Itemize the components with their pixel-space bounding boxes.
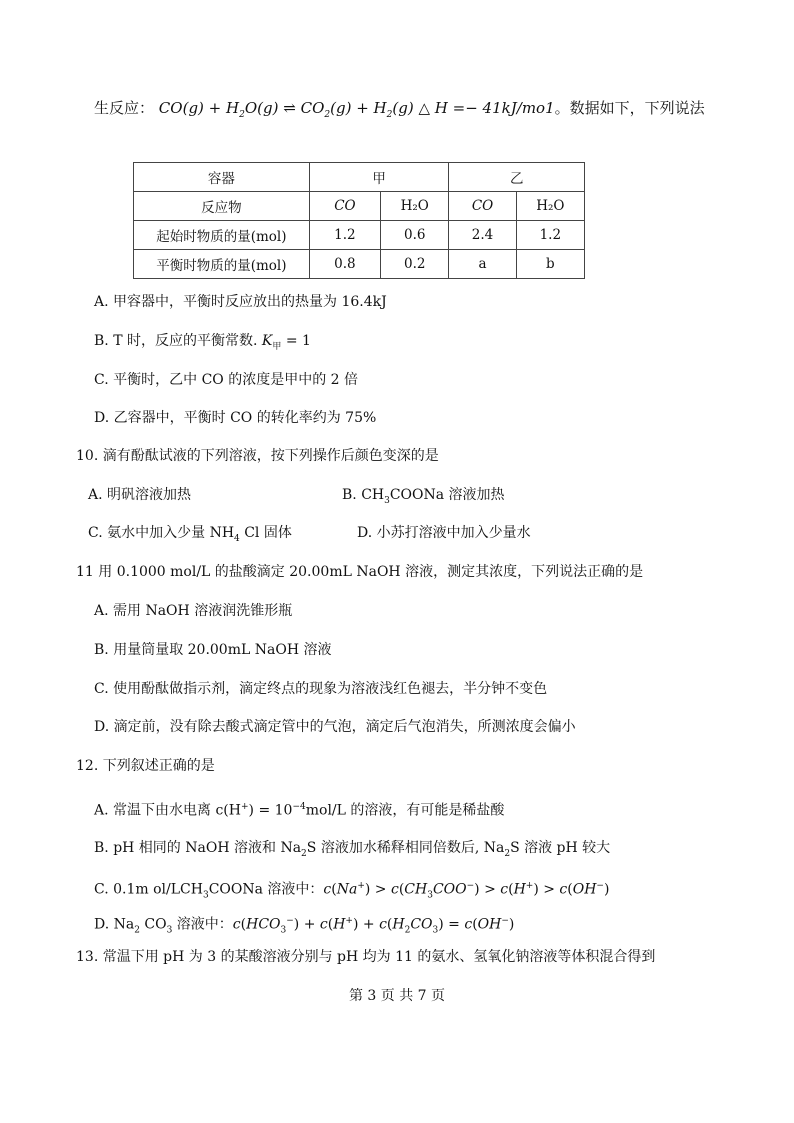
- reactant-cell: CO: [449, 192, 516, 221]
- q11-option-b: B. 用量筒量取 20.00mL NaOH 溶液: [94, 642, 332, 658]
- intro-line: [94, 98, 705, 125]
- q9-option-b: B. T 时，反应的平衡常数. $K_甲 = 1$: [94, 333, 311, 352]
- q10-option-b: B. $CH_3COONa$ 溶液加热: [342, 487, 505, 506]
- table-header-row: [134, 163, 585, 192]
- page-footer: 第 3 页 共 7 页: [348, 988, 446, 1004]
- q13-stem: 13. 常温下用 pH 为 3 的某酸溶液分别与 pH 均为 11 的氨水、氢氧化钠溶液等体积混合得到: [76, 949, 656, 965]
- table-cell: 0.6: [381, 221, 449, 250]
- header-jia: 甲: [309, 163, 449, 192]
- table-row: [134, 221, 585, 250]
- row-label: 平衡时物质的量(mol): [134, 250, 310, 279]
- table-cell: 1.2: [516, 221, 584, 250]
- table-cell: 0.8: [309, 250, 380, 279]
- q10-stem: 10. 滴有酚酞试液的下列溶液，按下列操作后颜色变深的是: [76, 448, 439, 464]
- table-cell: a: [449, 250, 516, 279]
- table-cell: 0.2: [381, 250, 449, 279]
- q12-option-b: B. pH 相同的 NaOH 溶液和 $Na_2S$ 溶液加水稀释相同倍数后, $Na_2S$ 溶液 pH 较大: [94, 840, 611, 859]
- q10-option-c: C. 氨水中加入少量 $NH_4$ Cl 固体: [88, 525, 292, 544]
- q12-option-c: C. 0.1m $ol/LCH_3COONa$ 溶液中：$c(Na^+) > c(CH_3COO^-) > c(H^+) > c(OH^-)$: [94, 881, 610, 901]
- data-table: [133, 162, 585, 279]
- q11-option-a: A. 需用 NaOH 溶液润洗锥形瓶: [94, 603, 293, 619]
- reaction-equation: $CO(g) + H_2O(g)$ ⇌ $CO_2(g) + H_2(g)$ △ H =− 41kJ/mo1: [158, 99, 555, 120]
- q12-stem: 12. 下列叙述正确的是: [76, 758, 215, 774]
- reactants-label: 反应物: [134, 192, 310, 221]
- table-cell: 2.4: [449, 221, 516, 250]
- q11-option-d: D. 滴定前，没有除去酸式滴定管中的气泡，滴定后气泡消失，所测浓度会偏小: [94, 719, 576, 735]
- reactant-cell: H₂O: [381, 192, 449, 221]
- q11-option-c: C. 使用酚酞做指示剂，滴定终点的现象为溶液浅红色褪去，半分钟不变色: [94, 681, 548, 697]
- header-container: 容器: [134, 163, 310, 192]
- table-cell: b: [516, 250, 584, 279]
- q11-stem: 11 用 0.1000 mol/L 的盐酸滴定 20.00mL NaOH 溶液，测定其浓度，下列说法正确的是: [76, 564, 644, 580]
- intro-suffix: 。数据如下，下列说法: [554, 99, 705, 117]
- table-row: [134, 250, 585, 279]
- reactant-cell: CO: [309, 192, 380, 221]
- reactant-cell: H₂O: [516, 192, 584, 221]
- q9-option-c: C. 平衡时，乙中 CO 的浓度是甲中的 2 倍: [94, 372, 359, 388]
- q9-option-d: D. 乙容器中，平衡时 CO 的转化率约为 75%: [94, 410, 377, 426]
- q9-option-a: A. 甲容器中，平衡时反应放出的热量为 16.4kJ: [94, 294, 387, 310]
- q10-option-a: A. 明矾溶液加热: [88, 487, 192, 503]
- q12-option-d: D. $Na_2$ $CO_3$ 溶液中：$c(HCO_3^-) + c(H^+) + c(H_2CO_3) = c(OH^-)$: [94, 916, 515, 936]
- q10-option-d: D. 小苏打溶液中加入少量水: [357, 525, 531, 541]
- header-yi: 乙: [449, 163, 585, 192]
- row-label: 起始时物质的量(mol): [134, 221, 310, 250]
- table-reactant-row: [134, 192, 585, 221]
- table-cell: 1.2: [309, 221, 380, 250]
- intro-prefix: 生反应：: [94, 99, 159, 117]
- q12-option-a: A. 常温下由水电离 $c(H^+) = 10^{-4}mol/L$ 的溶液，有可能是稀盐酸: [94, 802, 505, 819]
